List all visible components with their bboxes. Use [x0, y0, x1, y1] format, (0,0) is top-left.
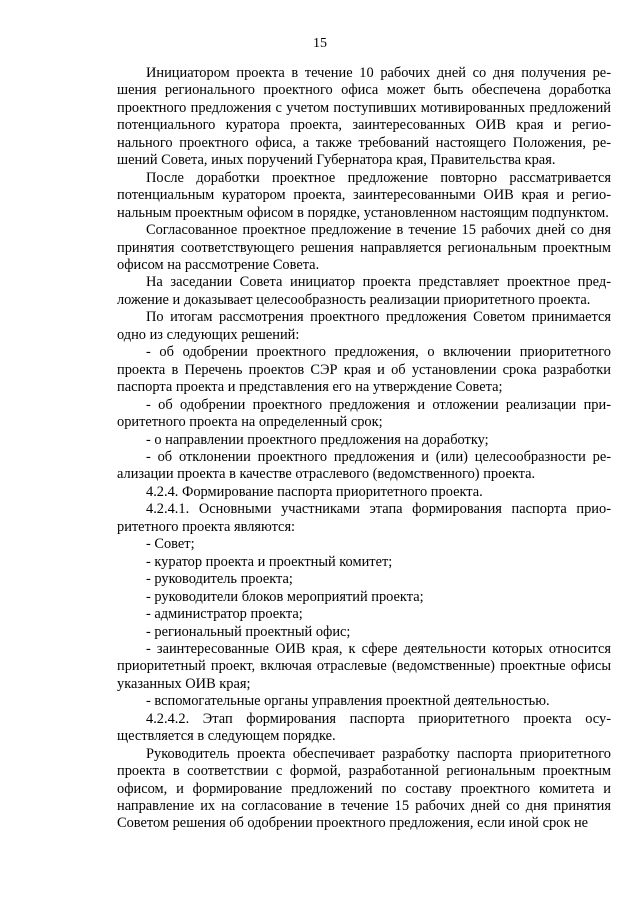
page-number: 15 [313, 36, 327, 51]
paragraph: - об отклонении проектного предложения и (или) целесообразности реализации проекта в качестве отраслевого (ведомственного) проекта. [117, 448, 611, 483]
paragraph: - об одобрении проектного предложения, о включении приоритетного проекта в Перечень проектов СЭР края и об установлении срока разработки паспорта проекта и представления его на утверждение Совета; [117, 344, 611, 396]
body-text [117, 65, 611, 833]
paragraph: - куратор проекта и проектный комитет; [146, 553, 393, 570]
paragraph: Инициатором проекта в течение 10 рабочих дней со дня получения решения регионального проектного офиса может быть обеспечена доработка проектного предложения с учетом поступивших мотивированных предложений потенциального куратора проекта, заинтересованных ОИВ края и регионального проектного офиса, а также требований настоящего Положения, решений Совета, иных поручений Губернатора края, Правительства края. [117, 65, 611, 169]
paragraph: Руководитель проекта обеспечивает разработку паспорта приоритетного проекта в соответствии с формой, разработанной региональным проектным офисом, и формирование предложений по составу проектного комитета и направление их на согласование в течение 15 рабочих дней со дня принятия Советом решения об одобрении проектного предложения, если иной срок не [117, 745, 611, 832]
paragraph: - руководители блоков мероприятий проекта; [146, 588, 424, 605]
paragraph: По итогам рассмотрения проектного предложения Советом принимается одно из следующих решений: [117, 309, 611, 343]
paragraph: - об одобрении проектного предложения и отложении реализации приоритетного проекта на определенный срок; [117, 396, 611, 431]
paragraph: Согласованное проектное предложение в течение 15 рабочих дней со дня принятия соответствующего решения направляется региональным проектным офисом на рассмотрение Совета. [117, 222, 611, 273]
paragraph: - о направлении проектного предложения на доработку; [146, 431, 489, 448]
paragraph: 4.2.4.1. Основными участниками этапа формирования паспорта приоритетного проекта являются: [117, 501, 611, 535]
paragraph: 4.2.4. Формирование паспорта приоритетного проекта. [146, 483, 483, 500]
paragraph: - заинтересованные ОИВ края, к сфере деятельности которых относится приоритетный проект, включая отраслевые (ведомственные) проектные офисы указанных ОИВ края; [117, 640, 611, 692]
paragraph: - руководитель проекта; [146, 571, 293, 588]
paragraph: - региональный проектный офис; [146, 623, 351, 640]
paragraph: - Совет; [146, 536, 195, 553]
paragraph: - администратор проекта; [146, 606, 303, 623]
paragraph: На заседании Совета инициатор проекта представляет проектное предложение и доказывает целесообразность реализации приоритетного проекта. [117, 274, 611, 308]
paragraph: После доработки проектное предложение повторно рассматривается потенциальным куратором проекта, заинтересованными ОИВ края и региональным проектным офисом в порядке, установленном настоящим подпунктом. [117, 169, 611, 221]
paragraph: 4.2.4.2. Этап формирования паспорта приоритетного проекта осуществляется в следующем порядке. [117, 710, 611, 745]
paragraph: - вспомогательные органы управления проектной деятельностью. [146, 693, 550, 710]
